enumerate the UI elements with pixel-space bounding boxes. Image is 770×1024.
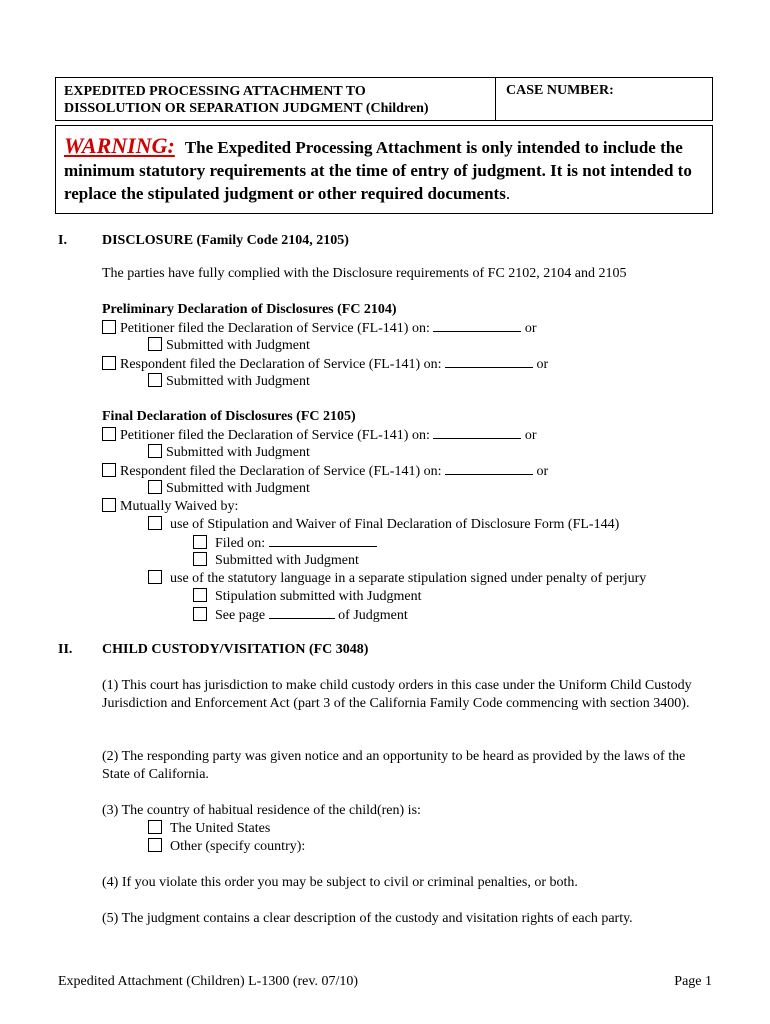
warning-text	[64, 134, 706, 205]
footer-page-number: Page 1	[674, 974, 712, 989]
header-divider	[495, 78, 496, 120]
final-respondent-date-field[interactable]	[445, 462, 533, 475]
final-petitioner-row	[102, 426, 537, 445]
disclosure-intro: The parties have fully complied with the Disclosure requirements of FC 2102, 2104 and 2105	[102, 266, 627, 281]
country-other-label: Other (specify country):	[170, 839, 306, 854]
final-respondent-submitted-checkbox[interactable]	[148, 480, 162, 494]
prelim-petitioner-submitted-row	[148, 337, 310, 355]
final-petitioner-or: or	[524, 428, 537, 443]
country-us-checkbox[interactable]	[148, 820, 162, 834]
stipulation-submitted-checkbox[interactable]	[193, 588, 207, 602]
prelim-petitioner-checkbox[interactable]	[102, 320, 116, 334]
prelim-petitioner-submitted-label: Submitted with Judgment	[166, 338, 310, 353]
form-submitted-checkbox[interactable]	[193, 552, 207, 566]
country-us-label: The United States	[170, 821, 271, 836]
form-submitted-label: Submitted with Judgment	[215, 553, 359, 568]
final-petitioner-submitted-label: Submitted with Judgment	[166, 445, 310, 460]
final-respondent-checkbox[interactable]	[102, 463, 116, 477]
final-heading: Final Declaration of Disclosures (FC 2105)	[102, 409, 356, 424]
filed-on-date-field[interactable]	[269, 534, 377, 547]
form-title-line2: DISSOLUTION OR SEPARATION JUDGMENT (Children)	[64, 101, 429, 116]
warning-period: .	[505, 184, 511, 203]
see-page-checkbox[interactable]	[193, 607, 207, 621]
warning-label: WARNING:	[64, 133, 175, 158]
stipulation-submitted-row	[193, 588, 422, 606]
custody-item-2: (2) The responding party was given notice and an opportunity to be heard as provided by the laws of the State of California.	[102, 749, 686, 782]
prelim-respondent-row	[102, 355, 548, 374]
form-title	[64, 83, 429, 117]
final-petitioner-checkbox[interactable]	[102, 427, 116, 441]
custody-item-1: (1) This court has jurisdiction to make child custody orders in this case under the Uniform Child Custody Jurisdiction and Enforcement Act (part 3 of the California Family Code commencing with section 3400).	[102, 678, 692, 711]
prelim-respondent-submitted-label: Submitted with Judgment	[166, 374, 310, 389]
prelim-respondent-submitted-checkbox[interactable]	[148, 373, 162, 387]
warning-box	[55, 125, 713, 214]
final-respondent-submitted-label: Submitted with Judgment	[166, 481, 310, 496]
mutually-waived-row	[102, 498, 238, 516]
form-submitted-row	[193, 552, 359, 570]
prelim-petitioner-submitted-checkbox[interactable]	[148, 337, 162, 351]
section2-number: II.	[58, 642, 73, 657]
custody-item-3: (3) The country of habitual residence of the child(ren) is:	[102, 803, 421, 818]
mutually-waived-label: Mutually Waived by:	[120, 499, 239, 514]
section1-number: I.	[58, 233, 67, 248]
stipulation-form-row	[148, 516, 619, 534]
form-title-line1: EXPEDITED PROCESSING ATTACHMENT TO	[64, 84, 366, 99]
prelim-petitioner-label: Petitioner filed the Declaration of Service (FL-141) on:	[120, 321, 430, 336]
filed-on-row	[193, 534, 377, 553]
prelim-respondent-date-field[interactable]	[445, 355, 533, 368]
final-respondent-row	[102, 462, 548, 481]
preliminary-heading: Preliminary Declaration of Disclosures (FC 2104)	[102, 302, 397, 317]
stipulation-form-checkbox[interactable]	[148, 516, 162, 530]
case-number-label: CASE NUMBER:	[506, 83, 614, 98]
final-respondent-or: or	[536, 464, 549, 479]
final-petitioner-label: Petitioner filed the Declaration of Service (FL-141) on:	[120, 428, 430, 443]
footer-form-id: Expedited Attachment (Children) L-1300 (rev. 07/10)	[58, 974, 359, 989]
final-respondent-submitted-row	[148, 480, 310, 498]
statutory-language-checkbox[interactable]	[148, 570, 162, 584]
see-page-row	[193, 606, 408, 625]
section1-title: DISCLOSURE (Family Code 2104, 2105)	[102, 233, 349, 248]
mutually-waived-checkbox[interactable]	[102, 498, 116, 512]
final-respondent-label: Respondent filed the Declaration of Service (FL-141) on:	[120, 464, 442, 479]
filed-on-checkbox[interactable]	[193, 535, 207, 549]
warning-body: The Expedited Processing Attachment is only intended to include the minimum statutory requirements at the time of entry of judgment. It is not intended to replace the stipulated judgment or other required documents	[64, 138, 692, 203]
custody-item-5: (5) The judgment contains a clear description of the custody and visitation rights of each party.	[102, 911, 633, 926]
statutory-language-label: use of the statutory language in a separate stipulation signed under penalty of perjury	[170, 571, 647, 586]
prelim-petitioner-date-field[interactable]	[433, 319, 521, 332]
of-judgment-label: of Judgment	[338, 608, 408, 623]
final-petitioner-submitted-checkbox[interactable]	[148, 444, 162, 458]
prelim-respondent-or: or	[536, 357, 549, 372]
country-other-row	[148, 838, 305, 856]
country-other-checkbox[interactable]	[148, 838, 162, 852]
prelim-petitioner-or: or	[524, 321, 537, 336]
prelim-respondent-checkbox[interactable]	[102, 356, 116, 370]
see-page-number-field[interactable]	[269, 606, 335, 619]
stipulation-submitted-label: Stipulation submitted with Judgment	[215, 589, 422, 604]
custody-item-4: (4) If you violate this order you may be subject to civil or criminal penalties, or both.	[102, 875, 578, 890]
see-page-label: See page	[215, 608, 266, 623]
prelim-petitioner-row	[102, 319, 537, 338]
country-us-row	[148, 820, 270, 838]
prelim-respondent-submitted-row	[148, 373, 310, 391]
stipulation-form-label: use of Stipulation and Waiver of Final Declaration of Disclosure Form (FL-144)	[170, 517, 620, 532]
header-box	[55, 77, 713, 121]
final-petitioner-submitted-row	[148, 444, 310, 462]
final-petitioner-date-field[interactable]	[433, 426, 521, 439]
filed-on-label: Filed on:	[215, 536, 266, 551]
section2-title: CHILD CUSTODY/VISITATION (FC 3048)	[102, 642, 369, 657]
statutory-language-row	[148, 570, 646, 588]
prelim-respondent-label: Respondent filed the Declaration of Service (FL-141) on:	[120, 357, 442, 372]
